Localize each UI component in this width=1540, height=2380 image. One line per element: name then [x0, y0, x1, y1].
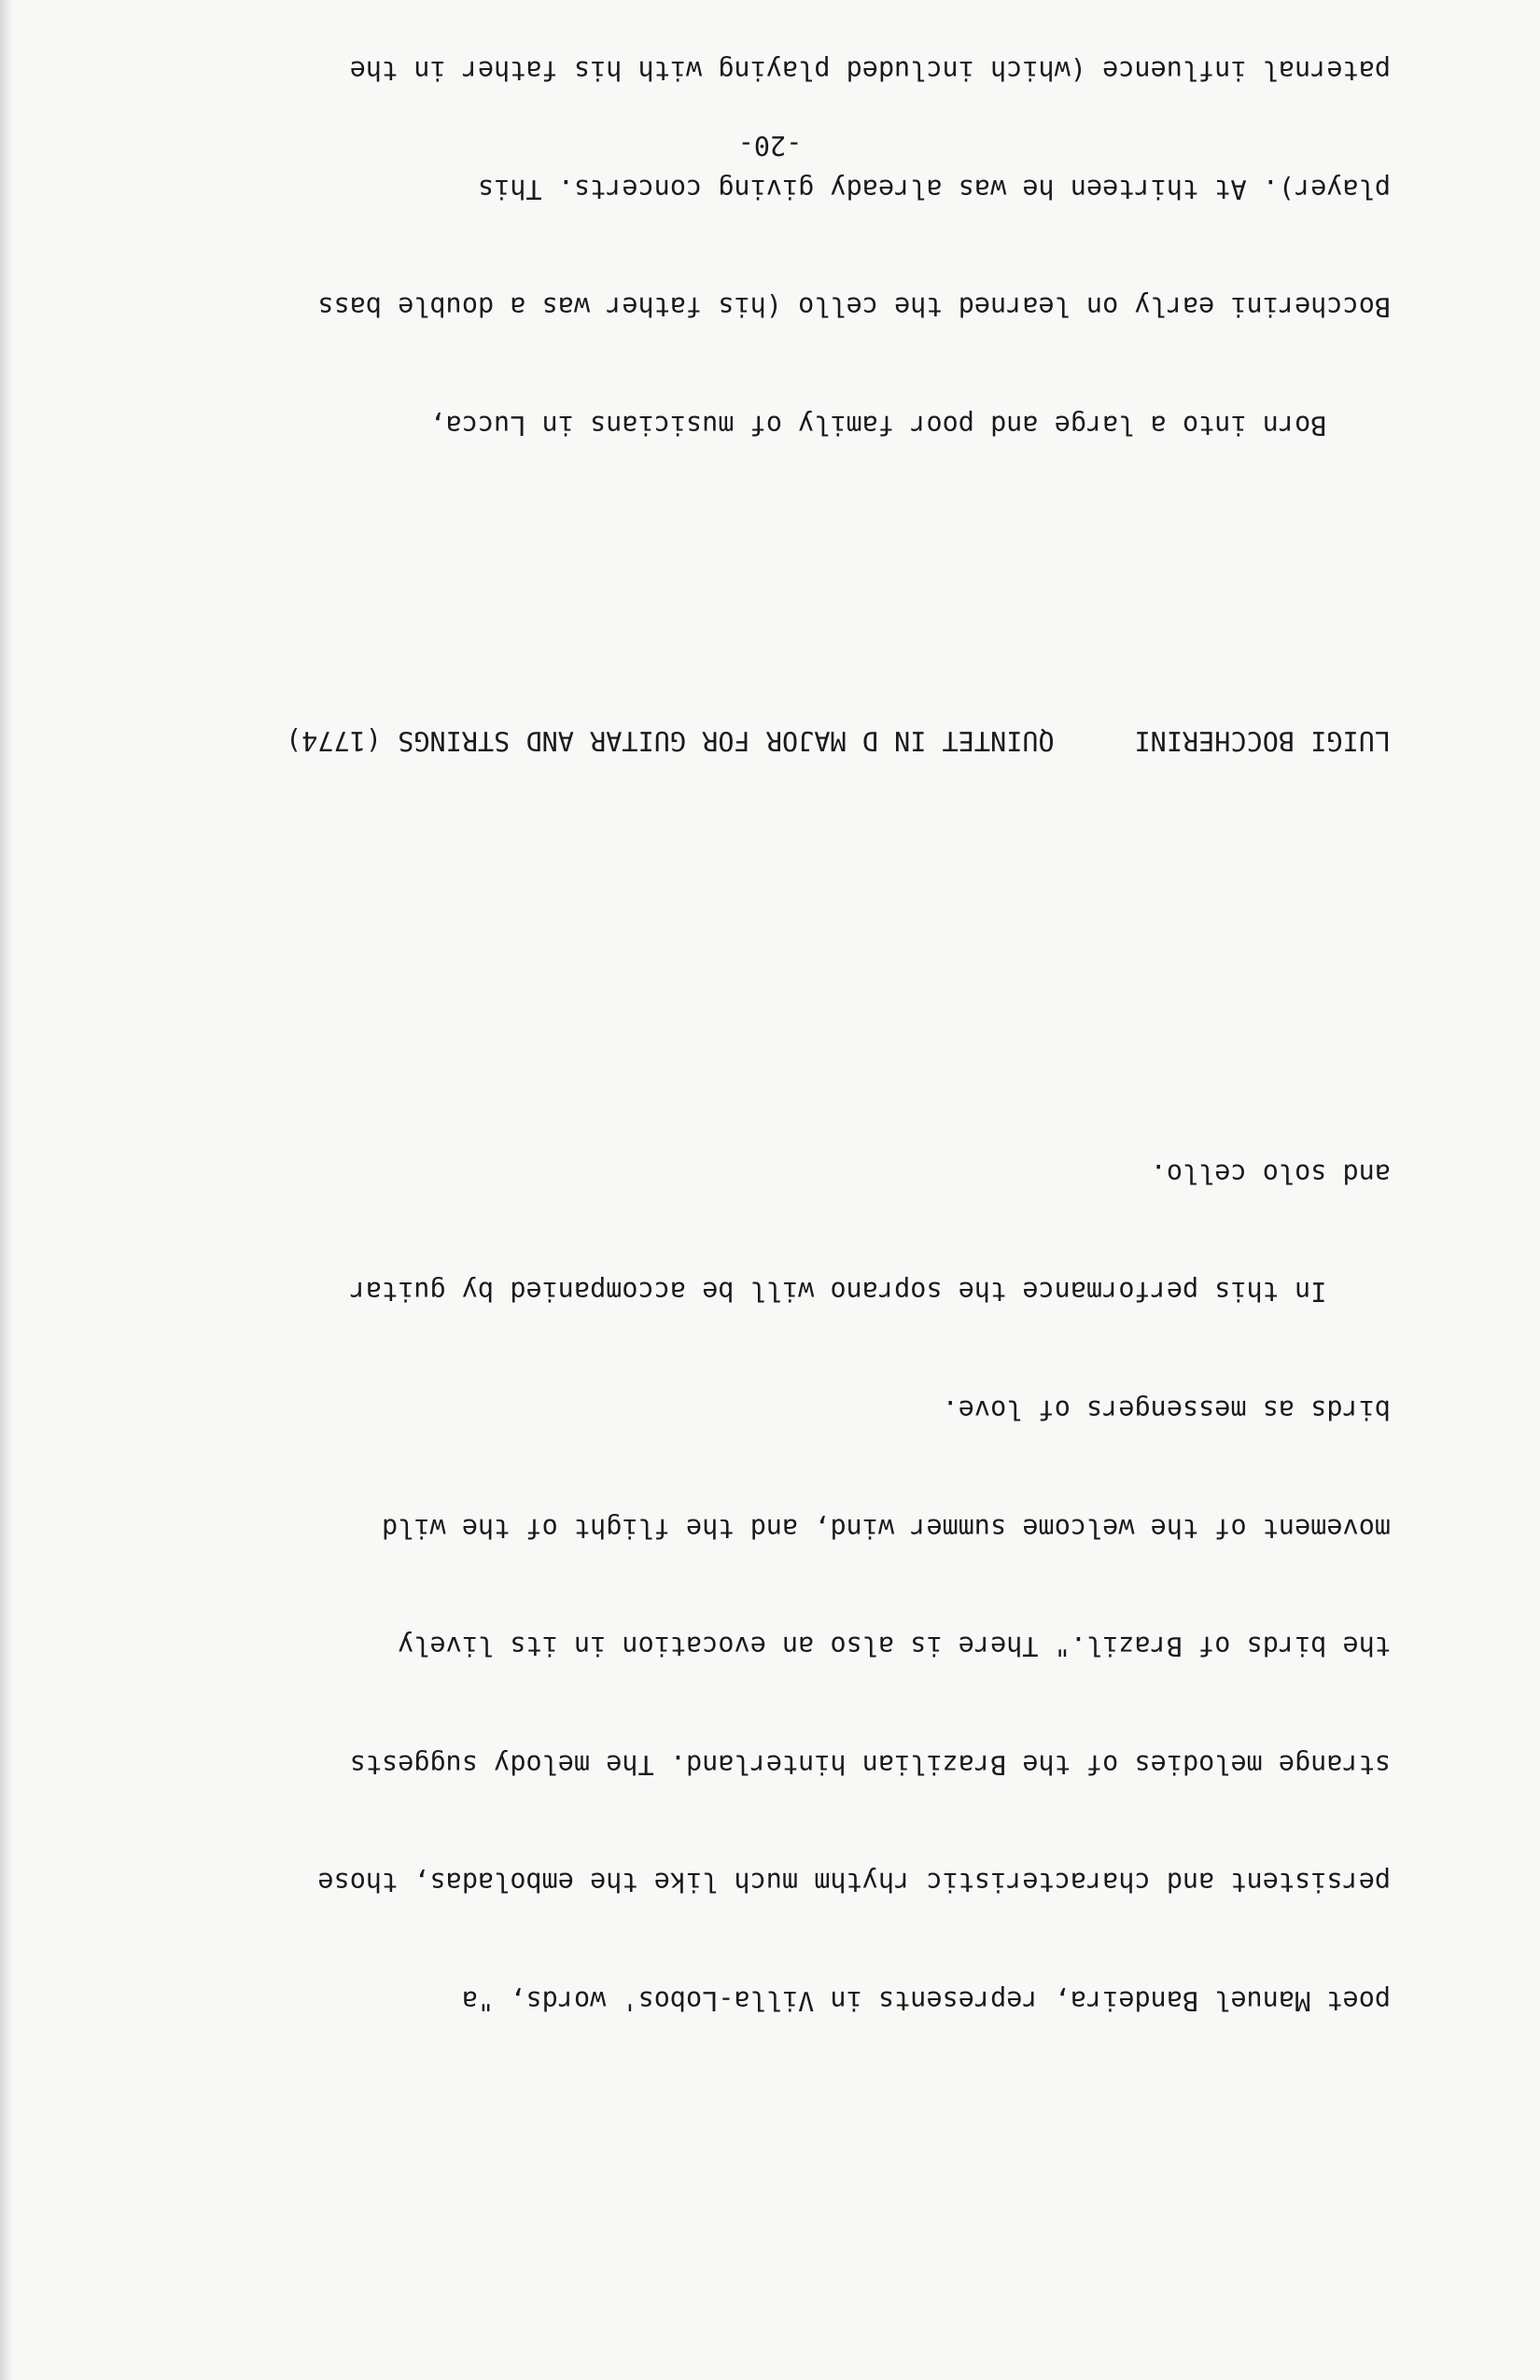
- text-line: poet Manuel Bandeira, represents in Villa-Lobos' words, "a: [461, 1984, 1391, 2016]
- text-line: In this performance the soprano will be accompanied by guitar: [349, 1276, 1391, 1308]
- text-line: paternal influence (which included playing with his father in the: [349, 55, 1391, 87]
- boccherini-heading: LUIGI BOCCHERINI QUINTET IN D MAJOR FOR GUITAR AND STRINGS (1774): [286, 724, 1391, 756]
- text-line: persistent and characteristic rhythm much like the emboladas, those: [317, 1867, 1391, 1898]
- document-body: [107, 0, 1391, 2217]
- villa-lobos-paragraph: [107, 1074, 1391, 2098]
- text-line: the birds of Brazil." There is also an evocation in its lively: [398, 1631, 1391, 1662]
- text-line: and solo cello.: [1150, 1157, 1391, 1189]
- text-line: Boccherini early on learned the cello (his father was a double bass: [317, 291, 1391, 323]
- page-number: -20-: [737, 130, 803, 161]
- text-line: strange melodies of the Brazilian hinterland. The melody suggests: [349, 1748, 1391, 1780]
- blank-line: [107, 602, 1391, 641]
- blank-line: [107, 917, 1391, 956]
- scan-edge-shadow: [0, 0, 13, 2380]
- text-line: movement of the welcome summer wind, and the flight of the wild: [382, 1512, 1391, 1544]
- text-line: birds as messengers of love.: [942, 1394, 1391, 1426]
- boccherini-paragraphs: [107, 0, 1391, 523]
- text-line: player). At thirteen he was already giving concerts. This: [477, 173, 1391, 204]
- text-line: Born into a large and poor family of musicians in Lucca,: [429, 410, 1391, 441]
